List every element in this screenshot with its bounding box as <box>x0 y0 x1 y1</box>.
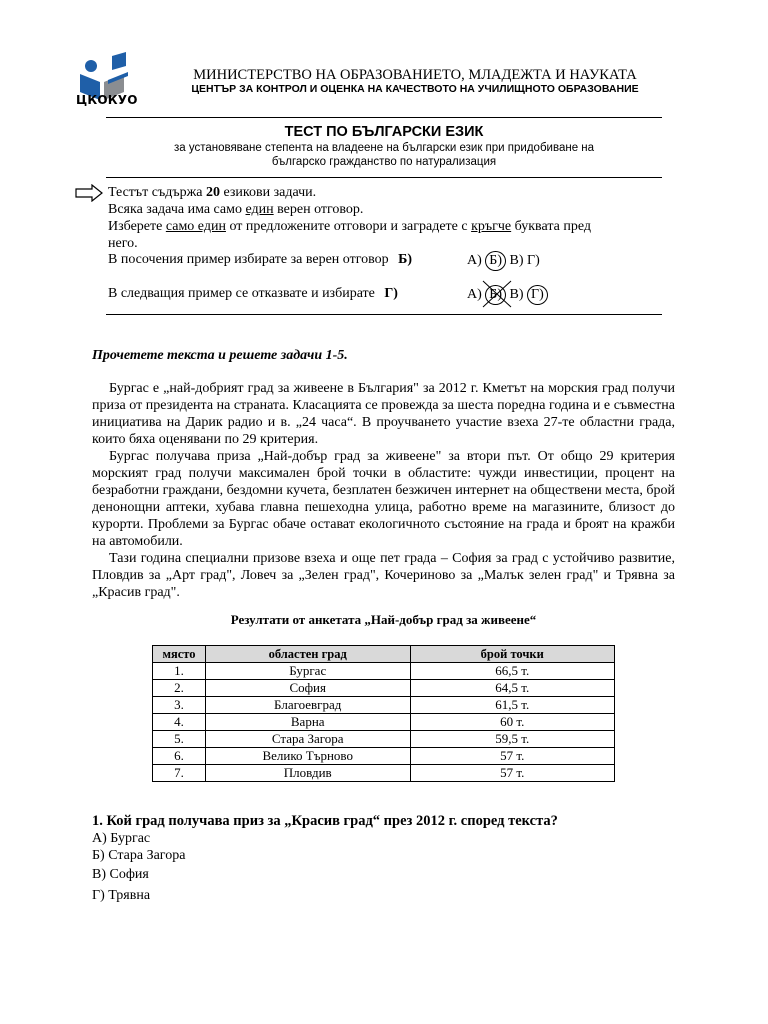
header-city: областен град <box>205 646 410 663</box>
example-text: В следващия пример се отказвате и избирате <box>108 286 375 301</box>
header-place: място <box>153 646 206 663</box>
cell-place: 2. <box>153 680 206 697</box>
cell-place: 1. <box>153 663 206 680</box>
table-row <box>153 697 615 714</box>
divider-top <box>106 117 662 118</box>
answer-d[interactable]: Г) Трявна <box>92 888 151 903</box>
cell-place: 7. <box>153 765 206 782</box>
ministry-name: МИНИСТЕРСТВО НА ОБРАЗОВАНИЕТО, МЛАДЕЖТА И НАУКАТА <box>193 67 637 83</box>
underlined-word: само един <box>165 219 226 234</box>
underlined-word: кръгче <box>471 219 512 234</box>
instruction-text: Изберете <box>108 219 166 234</box>
arrow-right-icon <box>75 184 103 202</box>
section-heading: Прочетете текста и решете задачи 1-5. <box>92 348 348 363</box>
instruction-text: от предложените отговори и заградете с <box>225 219 472 234</box>
table-row <box>153 680 615 697</box>
option-b-circled: Б) <box>485 251 506 271</box>
reading-passage <box>92 380 675 601</box>
example-1 <box>108 252 412 268</box>
results-table <box>152 645 615 782</box>
cell-place: 5. <box>153 731 206 748</box>
test-subtitle-line1: за установяване степента на владеене на български език при придобиване на <box>173 142 595 154</box>
instruction-line <box>108 184 668 201</box>
table-row <box>153 765 615 782</box>
passage-paragraph: Тази година специални призове взеха и още пет града – София за град с устойчиво развитие, Пловдив за „Арт град", Ловеч за „Зелен град", Кочериново за „Малък зелен град" и Трявна за „Красив град". <box>92 551 675 600</box>
cell-points: 60 т. <box>410 714 615 731</box>
option-a: А) <box>467 287 482 302</box>
test-title: ТЕСТ ПО БЪЛГАРСКИ ЕЗИК <box>284 124 484 140</box>
answer-b[interactable]: Б) Стара Загора <box>92 848 186 863</box>
cell-points: 59,5 т. <box>410 731 615 748</box>
instruction-line <box>108 201 668 218</box>
instruction-line <box>108 218 668 235</box>
task-count: 20 <box>205 185 220 200</box>
cell-city: Бургас <box>205 663 410 680</box>
example-answer: Б) <box>398 252 413 267</box>
table-header-row <box>153 646 615 663</box>
question-1: 1. Кой град получава приз за „Красив град“ през 2012 г. според текста? <box>92 813 558 829</box>
example-answer: Г) <box>384 286 398 301</box>
instructions <box>108 184 668 252</box>
example-1-options <box>467 251 540 271</box>
cell-city: Варна <box>205 714 410 731</box>
test-subtitle <box>130 141 638 169</box>
instruction-text: езикови задачи. <box>219 185 317 200</box>
example-text: В посочения пример избирате за верен отговор <box>108 252 389 267</box>
cell-city: София <box>205 680 410 697</box>
cell-place: 3. <box>153 697 206 714</box>
cell-place: 6. <box>153 748 206 765</box>
option-d-circled: Г) <box>527 285 548 305</box>
table-row <box>153 748 615 765</box>
cell-points: 57 т. <box>410 765 615 782</box>
cell-points: 57 т. <box>410 748 615 765</box>
answer-a[interactable]: А) Бургас <box>92 831 151 846</box>
cell-points: 66,5 т. <box>410 663 615 680</box>
cross-out-icon <box>481 279 513 309</box>
option-d: Г) <box>526 253 540 268</box>
instruction-line: него. <box>108 236 138 251</box>
header-points: брой точки <box>410 646 615 663</box>
table-row <box>153 731 615 748</box>
table-row <box>153 714 615 731</box>
table-row <box>153 663 615 680</box>
cell-city: Стара Загора <box>205 731 410 748</box>
instruction-text: Тестът съдържа <box>108 185 206 200</box>
underlined-word: един <box>245 202 274 217</box>
option-c: В) <box>509 253 524 268</box>
cell-points: 61,5 т. <box>410 697 615 714</box>
logo-text: ЦКОКУО <box>76 93 138 107</box>
option-c: В) <box>509 287 524 302</box>
divider-instructions-bottom <box>106 314 662 315</box>
cell-place: 4. <box>153 714 206 731</box>
instruction-text: буквата пред <box>511 219 591 234</box>
example-2-options <box>467 285 548 305</box>
option-a: А) <box>467 253 482 268</box>
instruction-text: Всяка задача има само <box>108 202 246 217</box>
passage-paragraph: Бургас получава приза „Най-добър град за живеене" за втори път. От общо 29 критерия морският град получи максимален брой точки в областите: чужди инвестиции, процент на безработни граждани, бездомни кучета, безплатен безжичен интернет на обществени места, брой денонощни аптеки, хубава главна пешеходна улица, работно време на магазините, близост до курорти. Проблеми за Бургас обаче остават екологичното състояние на града и броят на кражби на автомобили. <box>92 449 675 549</box>
instruction-text: верен отговор. <box>273 202 364 217</box>
table-title: Резултати от анкетата „Най-добър град за живеене“ <box>230 612 537 627</box>
cell-city: Благоевград <box>205 697 410 714</box>
example-2 <box>108 286 398 302</box>
option-b-crossed <box>485 285 506 305</box>
divider-instructions-top <box>106 177 662 178</box>
passage-paragraph: Бургас е „най-добрият град за живеене в България" за 2012 г. Кметът на морския град получи приза от президента на страната. Класацията се провежда за шеста поредна година и е съвместна инициатива на Дарик радио и в. „24 часа“. В проучването участие взеха 27-те областни града, които бяха оценявани по 29 критерия. <box>92 381 675 447</box>
option-b-circle: Б) <box>485 285 506 305</box>
cell-city: Пловдив <box>205 765 410 782</box>
answer-c[interactable]: В) София <box>92 867 149 882</box>
cell-city: Велико Търново <box>205 748 410 765</box>
center-name: ЦЕНТЪР ЗА КОНТРОЛ И ОЦЕНКА НА КАЧЕСТВОТО НА УЧИЛИЩНОТО ОБРАЗОВАНИЕ <box>191 83 639 95</box>
cell-points: 64,5 т. <box>410 680 615 697</box>
test-subtitle-line2: българско гражданство по натурализация <box>271 156 497 168</box>
